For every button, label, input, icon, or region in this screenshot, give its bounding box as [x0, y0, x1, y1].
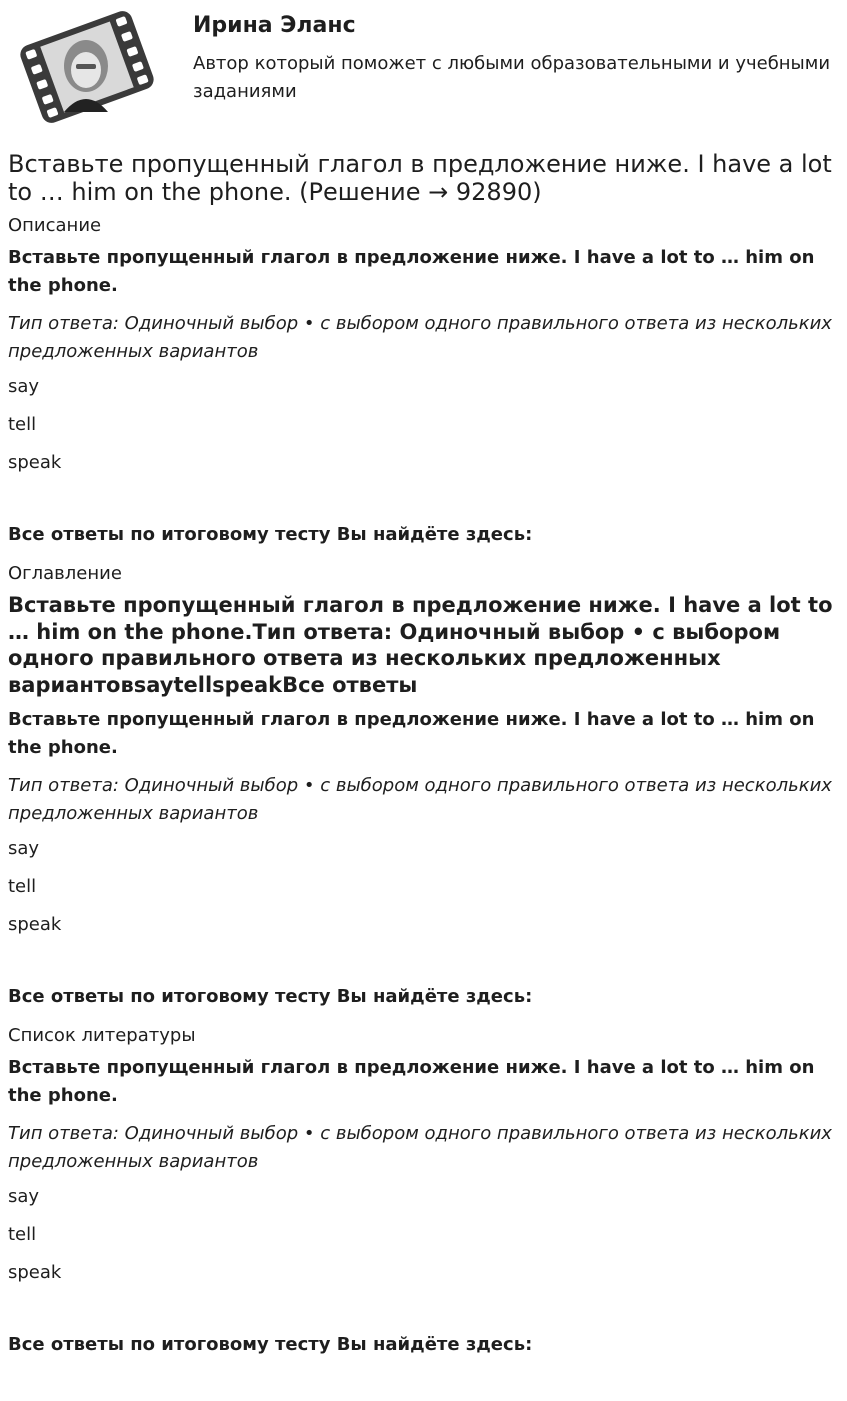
toc-heading[interactable]: Вставьте пропущенный глагол в предложение ниже. I have a lot to … him on the phone.Тип ответа: Одиночный выбор • с выбором одного правильного ответа из нескольких предложенных вариантовsaytellspeakВсе ответы [8, 593, 833, 697]
all-answers-link[interactable]: Все ответы по итоговому тесту Вы найдёте здесь: [8, 1334, 533, 1355]
author-block [8, 0, 839, 130]
question-text: Вставьте пропущенный глагол в предложение ниже. I have a lot to … him on the phone. [8, 1057, 815, 1106]
answer-option: speak [8, 452, 62, 473]
literature-section [8, 1024, 839, 1356]
section-label-literature: Список литературы [8, 1025, 196, 1046]
toc-section [8, 562, 839, 1008]
answer-option: say [8, 1186, 40, 1207]
answer-option: tell [8, 1224, 37, 1245]
answer-option: tell [8, 876, 37, 897]
all-answers-link[interactable]: Все ответы по итоговому тесту Вы найдёте здесь: [8, 986, 533, 1007]
question-text: Вставьте пропущенный глагол в предложение ниже. I have a lot to … him on the phone. [8, 709, 815, 758]
answer-option: tell [8, 414, 37, 435]
avatar[interactable] [16, 8, 158, 126]
all-answers-link[interactable]: Все ответы по итоговому тесту Вы найдёте здесь: [8, 524, 533, 545]
answer-type: Тип ответа: Одиночный выбор • с выбором одного правильного ответа из нескольких предложенных вариантов [8, 313, 832, 362]
avatar-film-frame-icon [16, 8, 158, 126]
answer-option: speak [8, 1262, 62, 1283]
answer-option: say [8, 838, 40, 859]
answer-type: Тип ответа: Одиночный выбор • с выбором одного правильного ответа из нескольких предложенных вариантов [8, 775, 832, 824]
section-label-toc: Оглавление [8, 563, 122, 584]
author-name[interactable]: Ирина Эланс [193, 13, 356, 38]
answer-option: speak [8, 914, 62, 935]
answer-option: say [8, 376, 40, 397]
section-label-description: Описание [8, 215, 102, 236]
question-text: Вставьте пропущенный глагол в предложение ниже. I have a lot to … him on the phone. [8, 247, 815, 296]
author-description: Автор который поможет с любыми образовательными и учебными заданиями [193, 53, 831, 102]
answer-type: Тип ответа: Одиночный выбор • с выбором одного правильного ответа из нескольких предложенных вариантов [8, 1123, 832, 1172]
page-title: Вставьте пропущенный глагол в предложение ниже. I have a lot to … him on the phone. (Решение → 92890) [8, 150, 832, 206]
description-section [8, 214, 839, 546]
